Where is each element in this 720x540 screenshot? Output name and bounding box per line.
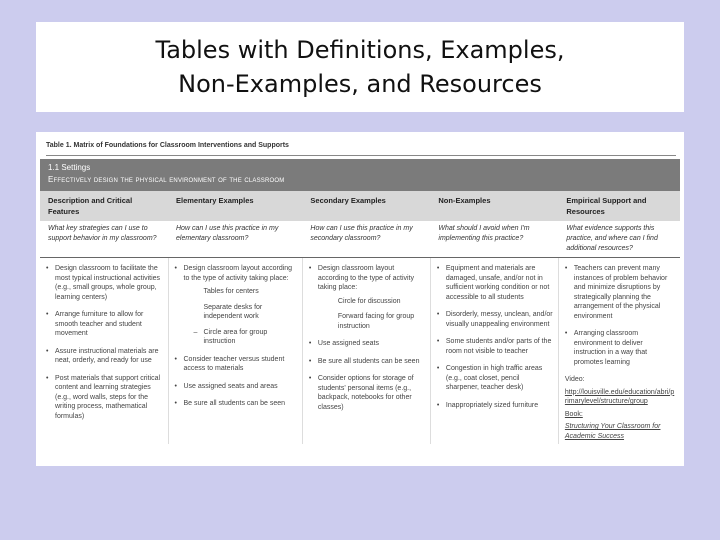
question-cell: What should I avoid when I'm implementing this practice? — [430, 221, 558, 258]
matrix-table — [40, 191, 680, 444]
list-item: • Design classroom to facilitate the most typical instructional activities (e.g., small groups, whole group, learning centers) — [46, 264, 163, 302]
sub-item: Forward facing for group instruction — [337, 313, 415, 330]
sub-item: Tables for centers — [203, 288, 259, 295]
settings-band-title: 1.1 Settings — [48, 163, 91, 172]
list-item: • Use assigned seats — [309, 339, 425, 349]
header-cell: Secondary Examples — [302, 191, 430, 221]
non-examples-cell — [430, 258, 558, 445]
header-cell: Non-Examples — [430, 191, 558, 221]
header-row — [40, 191, 680, 221]
table-caption: Table 1. Matrix of Foundations for Classroom Interventions and Supports — [46, 142, 676, 156]
list-item: • Congestion in high traffic areas (e.g., coat closet, pencil sharpener, teacher desk) — [437, 364, 553, 393]
question-cell: How can I use this practice in my elementary classroom? — [168, 221, 302, 258]
list-item-text: Design classroom layout according to the type of activity taking place: — [183, 265, 293, 282]
list-item: • Use assigned seats and areas — [175, 382, 297, 392]
content-row — [40, 258, 680, 445]
header-cell: Description and Critical Features — [40, 191, 168, 221]
header-cell: Elementary Examples — [168, 191, 302, 221]
list-item: • Some students and/or parts of the room not visible to teacher — [437, 337, 553, 356]
list-item: • Inappropriately sized furniture — [437, 401, 553, 411]
sub-item: Separate desks for independent work — [203, 303, 263, 320]
document-image — [36, 132, 684, 466]
list-item: • Teachers can prevent many instances of problem behavior and minimize disruptions by strategically planning the arrangement of the physical environment — [565, 264, 675, 321]
question-cell: How can I use this practice in my secondary classroom? — [302, 221, 430, 258]
slide-title-line-1: Tables with Definitions, Examples, — [155, 36, 565, 64]
list-item: • Post materials that support critical content and learning strategies (e.g., word walls, steps for the writing process, mathematical formulas) — [46, 374, 163, 422]
slide-title-line-2: Non-Examples, and Resources — [178, 70, 542, 98]
sub-item: Circle for discussion — [337, 297, 401, 305]
settings-band-subtitle: Effectively design the physical environment of the classroom — [48, 175, 285, 184]
header-cell: Empirical Support and Resources — [558, 191, 680, 221]
book-title: Structuring Your Classroom for Academic Success — [564, 423, 661, 440]
list-item: • Arrange furniture to allow for smooth teacher and student movement — [46, 310, 163, 339]
list-item: • Consider options for storage of students' personal items (e.g., backpack, notebooks for other classes) — [309, 374, 425, 412]
list-item: • Be sure all students can be seen — [175, 399, 297, 409]
description-cell — [40, 258, 168, 445]
resources-cell — [558, 258, 680, 445]
list-item-text: Design classroom layout according to the type of activity taking place: — [317, 265, 414, 291]
sub-item: – Circle area for group instruction — [192, 328, 297, 347]
list-item — [309, 264, 425, 331]
list-item: • Be sure all students can be seen — [309, 357, 425, 367]
list-item: • Equipment and materials are damaged, unsafe, and/or not in sufficient working condition or not accessible to all students — [437, 264, 553, 302]
elementary-cell — [168, 258, 302, 445]
book-label: Book: — [564, 410, 583, 418]
list-item — [175, 264, 297, 347]
settings-band — [40, 159, 680, 191]
list-item: • Disorderly, messy, unclean, and/or visually unappealing environment — [437, 310, 553, 329]
video-link[interactable]: http://louisville.edu/education/abri/primarylevel/structure/group — [564, 388, 675, 405]
list-item: • Assure instructional materials are neat, orderly, and ready for use — [46, 347, 163, 366]
list-item: • Arranging classroom environment to deliver instruction in a way that promotes learning — [565, 329, 675, 367]
question-cell: What evidence supports this practice, and where can I find additional resources? — [558, 221, 680, 258]
secondary-cell — [302, 258, 430, 445]
slide-title-box — [36, 22, 684, 112]
video-label: Video: — [564, 376, 585, 383]
question-row — [40, 221, 680, 258]
question-cell: What key strategies can I use to support behavior in my classroom? — [40, 221, 168, 258]
list-item: • Consider teacher versus student access to materials — [175, 355, 297, 374]
